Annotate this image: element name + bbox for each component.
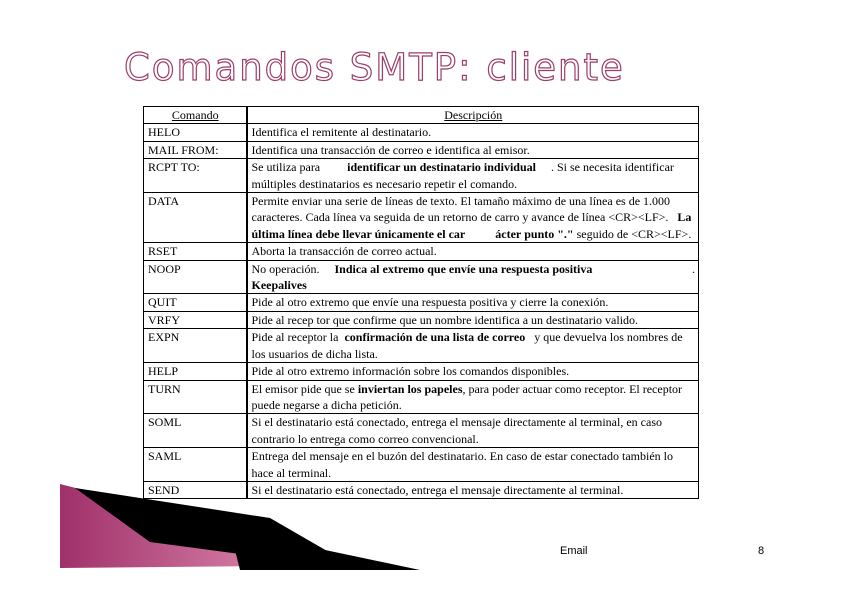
description-cell: Identifica el remitente al destinatario. bbox=[247, 124, 699, 141]
description-bold: confirmación de una lista de correo bbox=[344, 330, 526, 345]
command-cell: HELP bbox=[144, 363, 247, 380]
command-cell: NOOP bbox=[144, 260, 247, 294]
description-cell: Aborta la transacción de correo actual. bbox=[247, 243, 699, 260]
command-cell: MAIL FROM: bbox=[144, 141, 247, 158]
command-cell: SAML bbox=[144, 448, 247, 482]
description-text: Permite enviar una serie de líneas de texto. El tamaño máximo de una línea es de 1.000 caracteres. Cada línea va seguida de un retorno de carro y avance de línea <CR><LF>. bbox=[251, 194, 671, 225]
command-cell: QUIT bbox=[144, 294, 247, 311]
command-cell: SOML bbox=[144, 414, 247, 448]
table-row bbox=[144, 243, 699, 260]
description-cell: Entrega del mensaje en el buzón del destinatario. En caso de estar conectado también lo hace al terminal. bbox=[247, 448, 699, 482]
description-text: El emisor pide que se bbox=[251, 381, 355, 396]
description-bold: Indica al extremo que envíe una respuesta positiva bbox=[334, 261, 593, 276]
description-text: . Si se necesita identificar múltiples destinatarios es necesario repetir el comando. bbox=[251, 160, 674, 191]
description-text: Se utiliza para bbox=[251, 160, 321, 175]
description-cell: Pide al otro extremo que envíe una respuesta positiva y cierre la conexión. bbox=[247, 294, 699, 311]
description-cell bbox=[247, 193, 699, 243]
slide-title: Comandos SMTP: cliente bbox=[124, 46, 625, 89]
description-cell bbox=[247, 260, 699, 294]
table-row bbox=[144, 363, 699, 380]
table-row bbox=[144, 380, 699, 414]
table-row bbox=[144, 481, 699, 498]
command-cell: SEND bbox=[144, 481, 247, 498]
description-text: y que devuelva los nombres de los usuarios de dicha lista. bbox=[251, 330, 683, 361]
description-cell: Si el destinatario está conectado, entrega el mensaje directamente al terminal. bbox=[247, 481, 699, 498]
command-cell: HELO bbox=[144, 124, 247, 141]
table-row bbox=[144, 311, 699, 328]
table-row bbox=[144, 124, 699, 141]
description-text: . bbox=[692, 261, 695, 276]
table-row bbox=[144, 329, 699, 363]
table-row bbox=[144, 159, 699, 193]
page-number: 8 bbox=[758, 545, 765, 557]
description-cell: Si el destinatario está conectado, entrega el mensaje directamente al terminal, en caso contrario lo entrega como correo convencional. bbox=[247, 414, 699, 448]
footer-text: Email bbox=[560, 545, 588, 557]
description-cell bbox=[247, 380, 699, 414]
command-cell: RSET bbox=[144, 243, 247, 260]
description-text: No operación. bbox=[251, 261, 320, 276]
header-descripcion: Descripción bbox=[247, 107, 699, 124]
command-cell: RCPT TO: bbox=[144, 159, 247, 193]
command-cell: DATA bbox=[144, 193, 247, 243]
description-cell bbox=[247, 329, 699, 363]
description-cell: Pide al recep tor que confirme que un nombre identifica a un destinatario valido. bbox=[247, 311, 699, 328]
table-header-row bbox=[144, 107, 699, 124]
description-bold: punto "." bbox=[524, 226, 574, 241]
smtp-commands-table bbox=[143, 106, 699, 499]
description-cell bbox=[247, 159, 699, 193]
description-bold: Keepalives bbox=[251, 278, 307, 293]
table-row bbox=[144, 294, 699, 311]
command-cell: TURN bbox=[144, 380, 247, 414]
table-row bbox=[144, 448, 699, 482]
description-text: seguido de <CR><LF>. bbox=[576, 226, 692, 241]
command-cell: EXPN bbox=[144, 329, 247, 363]
table-row bbox=[144, 193, 699, 243]
table-row bbox=[144, 141, 699, 158]
description-cell: Pide al otro extremo información sobre los comandos disponibles. bbox=[247, 363, 699, 380]
description-bold: La última línea debe llevar únicamente el car bbox=[251, 210, 692, 241]
table-row bbox=[144, 414, 699, 448]
description-bold: ácter bbox=[495, 226, 522, 241]
description-text: Pide al receptor la bbox=[251, 330, 339, 345]
description-bold: inviertan los papeles bbox=[357, 381, 463, 396]
description-cell: Identifica una transacción de correo e identifica al emisor. bbox=[247, 141, 699, 158]
header-comando: Comando bbox=[144, 107, 247, 124]
description-text: , para poder actuar como receptor. El receptor puede negarse a dicha petición. bbox=[251, 381, 683, 412]
description-bold: identificar un destinatario individual bbox=[347, 160, 536, 175]
table-row bbox=[144, 260, 699, 294]
command-cell: VRFY bbox=[144, 311, 247, 328]
